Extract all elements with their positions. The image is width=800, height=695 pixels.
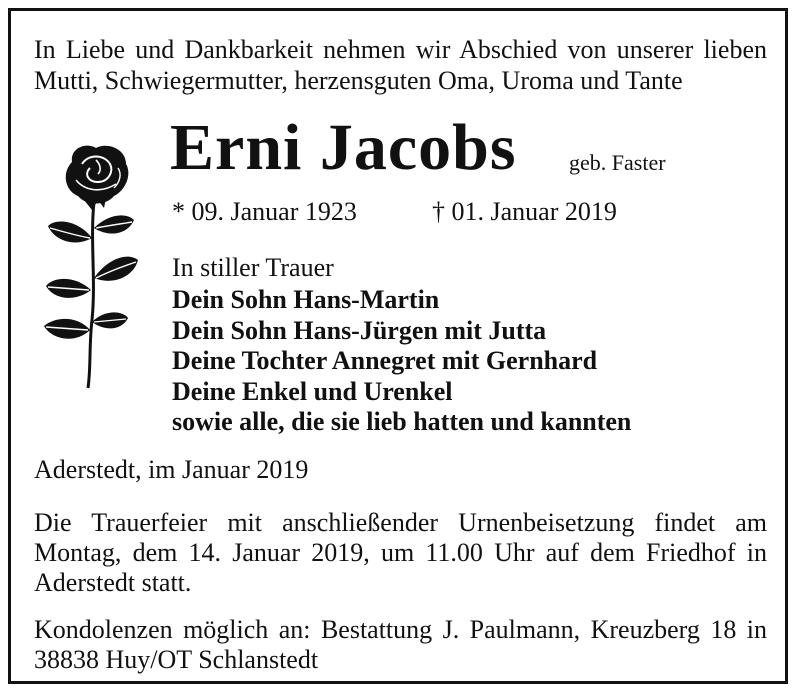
mourner-line: Dein Sohn Hans-Martin	[172, 285, 440, 314]
condolences-line-1: Kondolenzen möglich an: Bestattung J. Paulmann, Kreuzberg 18 in	[34, 615, 767, 644]
mourner-line: Dein Sohn Hans-Jürgen mit Jutta	[172, 316, 547, 345]
funeral-line-1: Die Trauerfeier mit anschließender Urnenbeisetzung findet am	[34, 508, 767, 537]
funeral-line-2: Montag, dem 14. Januar 2019, um 11.00 Uhr auf dem Friedhof in	[34, 538, 767, 567]
intro-line-1: In Liebe und Dankbarkeit nehmen wir Abschied von unserer lieben	[34, 35, 767, 64]
mourners-heading: In stiller Trauer	[172, 253, 334, 282]
death-date: † 01. Januar 2019	[432, 197, 617, 226]
birth-date: * 09. Januar 1923	[172, 197, 357, 226]
birth-name: geb. Faster	[569, 150, 666, 175]
deceased-name: Erni Jacobs	[170, 111, 517, 184]
mourner-line: Deine Enkel und Urenkel	[172, 377, 453, 406]
funeral-line-3: Aderstedt statt.	[34, 568, 192, 597]
rose-icon	[34, 140, 144, 390]
condolences-line-2: 38838 Huy/OT Schlanstedt	[34, 645, 319, 674]
intro-line-2: Mutti, Schwiegermutter, herzensguten Oma, Uroma und Tante	[34, 66, 683, 95]
mourner-line: Deine Tochter Annegret mit Gernhard	[172, 346, 598, 375]
place-date: Aderstedt, im Januar 2019	[34, 455, 309, 484]
mourner-line: sowie alle, die sie lieb hatten und kannten	[172, 407, 632, 436]
